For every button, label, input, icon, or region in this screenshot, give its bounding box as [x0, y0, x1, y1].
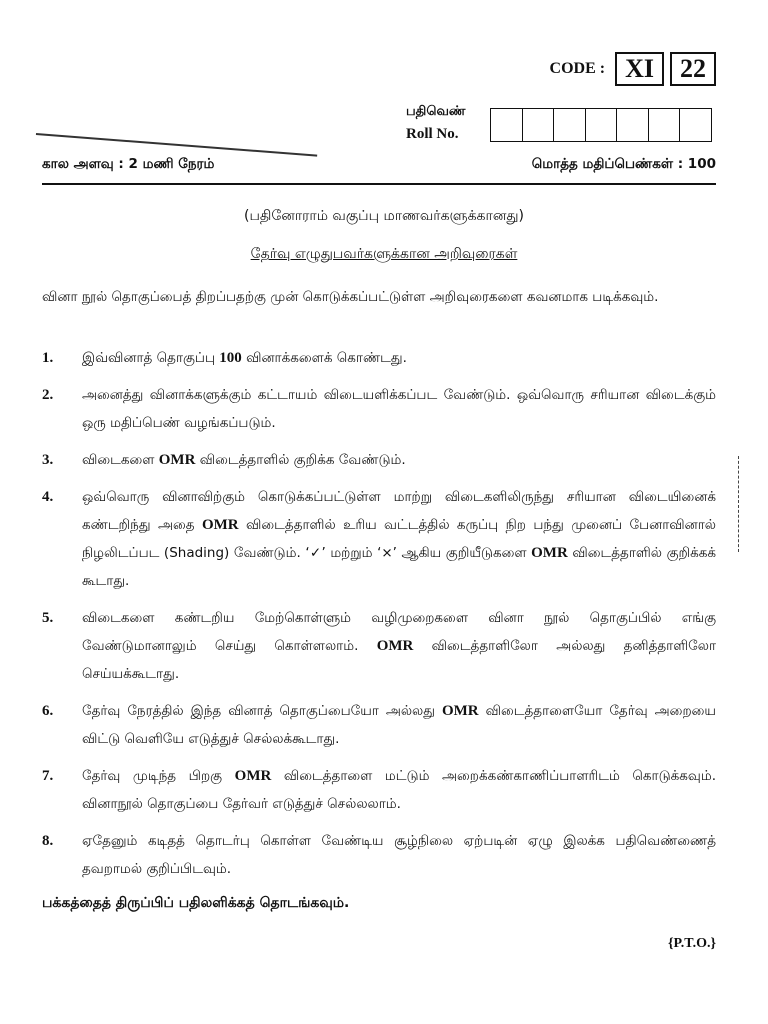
- instruction-text-run: விடைத்தாளையோ தேர்வு அறையை விட்டு வெளியே எடுத்துச் செல்லக்கூடாது.: [82, 703, 716, 747]
- roll-digit-box: [586, 109, 618, 141]
- instruction-text: [82, 483, 716, 595]
- instruction-text-run: விடைகளை: [82, 452, 159, 468]
- instruction-text-run: விடைத்தாளை மட்டும் அறைக்கண்காணிப்பாளரிடம் கொடுக்கவும். வினாநூல் தொகுப்பை தேர்வர் எடுத்துச் செல்லலாம்.: [82, 768, 716, 812]
- instruction-text: [82, 604, 716, 688]
- roll-number-block: [406, 104, 465, 143]
- instruction-item: [42, 483, 716, 595]
- instruction-bold-term: OMR: [531, 545, 568, 561]
- instruction-number: 5.: [42, 610, 54, 626]
- instruction-item: [42, 762, 716, 818]
- total-marks-text: மொத்த மதிப்பெண்கள் : 100: [531, 156, 716, 172]
- roll-digit-box: [491, 109, 523, 141]
- instruction-text-run: தேர்வு நேரத்தில் இந்த வினாத் தொகுப்பையோ அல்லது: [82, 703, 442, 719]
- header-rule: [42, 183, 716, 185]
- closing-text: பக்கத்தைத் திருப்பிப் பதிலளிக்கத் தொடங்கவும்.: [42, 895, 350, 911]
- instruction-text: [82, 697, 716, 753]
- instruction-text: [82, 344, 716, 372]
- instruction-item: [42, 604, 716, 688]
- roll-digit-box: [554, 109, 586, 141]
- intro-paragraph: வினா நூல் தொகுப்பைத் திறப்பதற்கு முன் கொடுக்கப்பட்டுள்ள அறிவுரைகளை கவனமாக படிக்கவும்.: [42, 289, 659, 305]
- instruction-text-run: விடைத்தாளில் குறிக்க வேண்டும்.: [195, 452, 406, 468]
- instruction-number: 8.: [42, 833, 54, 849]
- instruction-text-run: விடைத்தாளிலோ அல்லது தனித்தாளிலோ செய்யக்கூடாது.: [82, 638, 716, 682]
- instruction-number: 6.: [42, 703, 54, 719]
- instruction-bold-term: 100: [219, 350, 242, 366]
- instruction-number: 2.: [42, 387, 54, 403]
- instruction-number: 1.: [42, 350, 54, 366]
- instruction-text-run: அனைத்து வினாக்களுக்கும் கட்டாயம் விடையளிக்கப்பட வேண்டும். ஒவ்வொரு சரியான விடைக்கும் ஒரு மதிப்பெண் வழங்கப்படும்.: [82, 387, 716, 431]
- roll-number-boxes: [490, 108, 712, 142]
- dashed-margin-mark: [738, 456, 753, 552]
- instruction-item: [42, 697, 716, 753]
- page-subtitle: (பதினோராம் வகுப்பு மாணவர்களுக்கானது): [243, 208, 524, 224]
- instruction-item: [42, 446, 716, 474]
- instruction-text: [82, 381, 716, 437]
- page-heading: தேர்வு எழுதுபவர்களுக்கான அறிவுரைகள்: [250, 246, 518, 262]
- instruction-bold-term: OMR: [201, 517, 239, 533]
- code-box-number: 22: [670, 52, 716, 86]
- code-box-class: XI: [615, 52, 664, 86]
- instruction-text-run: வினாக்களைக் கொண்டது.: [241, 350, 407, 366]
- roll-digit-box: [649, 109, 681, 141]
- instruction-number: 3.: [42, 452, 54, 468]
- instruction-list: [42, 344, 716, 892]
- roll-label-english: Roll No.: [406, 126, 459, 142]
- instruction-text-run: விடைத்தாளில் குறிக்கக் கூடாது.: [82, 545, 717, 589]
- code-label: CODE :: [549, 60, 606, 77]
- instruction-bold-term: OMR: [441, 703, 479, 719]
- instruction-text-run: இவ்வினாத் தொகுப்பு: [82, 350, 220, 366]
- duration-text: கால அளவு : 2 மணி நேரம்: [42, 156, 215, 172]
- roll-digit-box: [523, 109, 555, 141]
- instruction-text-run: விடைகளை கண்டறிய மேற்கொள்ளும் வழிமுறைகளை வினா நூல் தொகுப்பில் எங்கு வேண்டுமானாலும் செய்து கொள்ளலாம்.: [82, 610, 716, 654]
- instruction-text-run: தேர்வு முடிந்த பிறகு: [82, 768, 235, 784]
- roll-digit-box: [680, 109, 711, 141]
- instruction-text: [82, 446, 716, 474]
- instruction-text-run: விடைத்தாளில் உரிய வட்டத்தில் கருப்பு நிற பந்து முனைப் பேனாவினால் நிழலிடப்பட (Shading) வேண்டும். ‘✓’ மற்றும் ‘×’ ஆகிய குறியீடுகளை: [82, 517, 716, 561]
- signature-line: [36, 133, 317, 156]
- instruction-text: [82, 762, 716, 818]
- instruction-text-run: ஒவ்வொரு வினாவிற்கும் கொடுக்கப்பட்டுள்ள மாற்று விடைகளிலிருந்து சரியான விடையினைக் கண்டறிந்து அதை: [82, 489, 716, 533]
- instruction-number: 7.: [42, 768, 54, 784]
- instruction-bold-term: OMR: [158, 452, 196, 468]
- instruction-number: 4.: [42, 489, 54, 505]
- instruction-text-run: ஏதேனும் கடிதத் தொடர்பு கொள்ள வேண்டிய சூழ்நிலை ஏற்படின் ஏழு இலக்க பதிவெண்ணைத் தவறாமல் குறிப்பிடவும்.: [82, 833, 716, 877]
- roll-label-tamil: பதிவெண்: [406, 104, 466, 119]
- exam-meta-row: [42, 156, 716, 174]
- instruction-item: [42, 827, 716, 883]
- instruction-item: [42, 344, 716, 372]
- instruction-item: [42, 381, 716, 437]
- instruction-bold-term: OMR: [376, 638, 414, 654]
- pto-mark: {P.T.O.}: [668, 936, 716, 951]
- instruction-bold-term: OMR: [234, 768, 272, 784]
- roll-digit-box: [617, 109, 649, 141]
- instruction-text: [82, 827, 716, 883]
- code-block: [550, 52, 716, 86]
